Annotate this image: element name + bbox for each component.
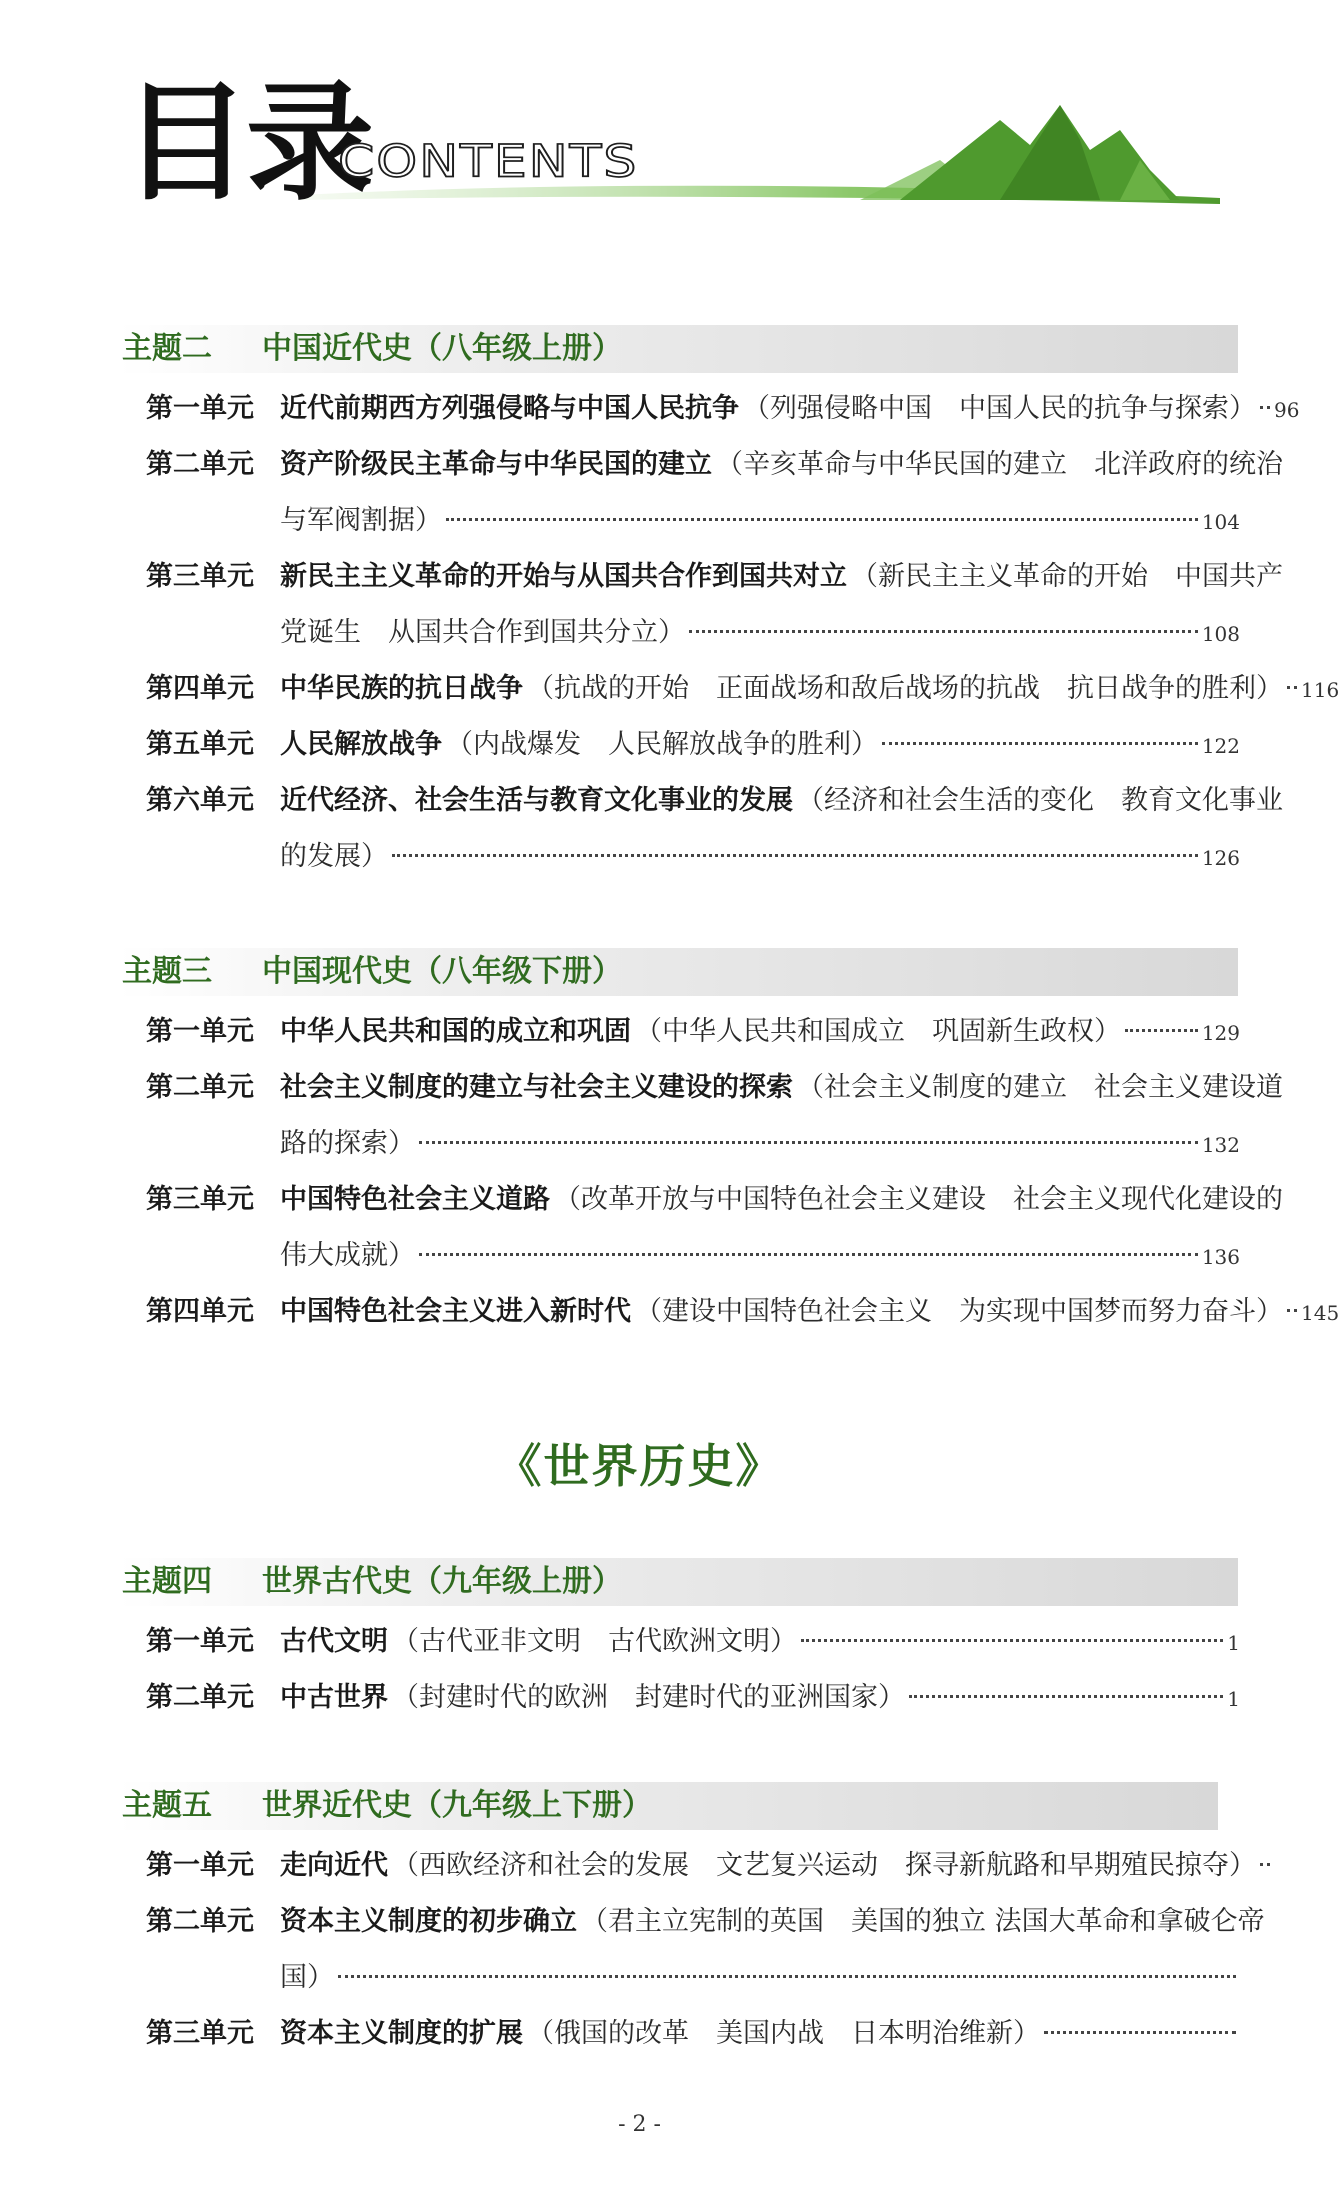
unit-label: 第一单元 (146, 393, 254, 424)
theme-number: 主题二 (122, 331, 212, 366)
page-header (0, 0, 1279, 240)
unit-label: 第一单元 (146, 1626, 254, 1657)
unit-description: （辛亥革命与中华民国的建立 北洋政府的统治 (716, 449, 1283, 480)
unit-title: 资本主义制度的扩展 (280, 2018, 523, 2049)
page-number: 108 (1201, 622, 1240, 646)
unit-title: 资产阶级民主革命与中华民国的建立 (280, 449, 712, 480)
unit-label: 第一单元 (146, 1016, 254, 1047)
leader-dots (1260, 406, 1270, 409)
unit-description: （改革开放与中国特色社会主义建设 社会主义现代化建设的 (554, 1184, 1283, 1215)
theme-number: 主题三 (122, 954, 212, 989)
unit-title: 中古世界 (280, 1682, 388, 1713)
unit-title: 新民主主义革命的开始与从国共合作到国共对立 (280, 561, 847, 592)
unit-description-cont: 的发展） (280, 841, 388, 872)
unit-description: （君主立宪制的英国 美国的独立 法国大革命和拿破仑帝 (581, 1906, 1265, 1937)
unit-description: （社会主义制度的建立 社会主义建设道 (797, 1072, 1283, 1103)
theme-title: 中国现代史（八年级下册） (262, 954, 622, 989)
unit-title: 近代前期西方列强侵略与中国人民抗争 (280, 393, 739, 424)
unit-title: 人民解放战争 (280, 729, 442, 760)
page-title: 目录 (122, 69, 371, 218)
leader-dots (392, 854, 1198, 857)
unit-title: 中华民族的抗日战争 (280, 673, 523, 704)
theme-number: 主题五 (122, 1788, 212, 1823)
unit-description: （西欧经济和社会的发展 文艺复兴运动 探寻新航路和早期殖民掠夺） (392, 1850, 1256, 1881)
unit-description: （内战爆发 人民解放战争的胜利） (446, 729, 878, 760)
unit-description: （列强侵略中国 中国人民的抗争与探索） (743, 393, 1256, 424)
unit-label: 第四单元 (146, 1296, 254, 1327)
leader-dots (689, 630, 1198, 633)
page-number: 104 (1201, 510, 1240, 534)
leader-dots (882, 742, 1198, 745)
leader-dots (338, 1975, 1236, 1978)
page-number: 122 (1201, 734, 1240, 758)
page-number: 129 (1201, 1021, 1240, 1045)
unit-description: （封建时代的欧洲 封建时代的亚洲国家） (392, 1682, 905, 1713)
leader-dots (1044, 2031, 1236, 2034)
leader-dots (419, 1253, 1198, 1256)
theme-title: 中国近代史（八年级上册） (262, 331, 622, 366)
page-number: 1 (1227, 1631, 1240, 1655)
unit-description: （古代亚非文明 古代欧洲文明） (392, 1626, 797, 1657)
unit-title: 中华人民共和国的成立和巩固 (280, 1016, 631, 1047)
page-number-footer: - 2 - (618, 2112, 661, 2137)
unit-title: 走向近代 (280, 1850, 388, 1881)
unit-label: 第二单元 (146, 1682, 254, 1713)
unit-label: 第五单元 (146, 729, 254, 760)
leader-dots (1287, 686, 1297, 689)
leader-dots (1260, 1863, 1270, 1866)
page-number: 136 (1201, 1245, 1240, 1269)
theme-title: 世界近代史（九年级上下册） (262, 1788, 652, 1823)
leader-dots (446, 518, 1198, 521)
unit-description-cont: 路的探索） (280, 1128, 415, 1159)
leader-dots (909, 1695, 1223, 1698)
unit-label: 第二单元 (146, 449, 254, 480)
unit-label: 第三单元 (146, 1184, 254, 1215)
unit-title: 近代经济、社会生活与教育文化事业的发展 (280, 785, 793, 816)
unit-description: （建设中国特色社会主义 为实现中国梦而努力奋斗） (635, 1296, 1283, 1327)
unit-title: 古代文明 (280, 1626, 388, 1657)
unit-description: （新民主主义革命的开始 中国共产 (851, 561, 1283, 592)
unit-description-cont: 党诞生 从国共合作到国共分立） (280, 617, 685, 648)
unit-description-cont: 与军阀割据） (280, 505, 442, 536)
unit-label: 第六单元 (146, 785, 254, 816)
leader-dots (419, 1141, 1198, 1144)
leader-dots (1287, 1309, 1297, 1312)
unit-label: 第二单元 (146, 1906, 254, 1937)
unit-description-cont: 国） (280, 1962, 334, 1993)
unit-title: 资本主义制度的初步确立 (280, 1906, 577, 1937)
page-number: 145 (1301, 1301, 1339, 1325)
theme-title: 世界古代史（九年级上册） (262, 1564, 622, 1599)
unit-title: 中国特色社会主义道路 (280, 1184, 550, 1215)
unit-description-cont: 伟大成就） (280, 1240, 415, 1271)
unit-description: （俄国的改革 美国内战 日本明治维新） (527, 2018, 1040, 2049)
leader-dots (1125, 1029, 1198, 1032)
unit-label: 第三单元 (146, 561, 254, 592)
unit-label: 第一单元 (146, 1850, 254, 1881)
section-heading: 《世界历史》 (495, 1439, 784, 1493)
page-number: 116 (1301, 678, 1339, 702)
page-title-english: CONTENTS (338, 136, 639, 188)
page-number: 126 (1201, 846, 1240, 870)
unit-description: （经济和社会生活的变化 教育文化事业 (797, 785, 1283, 816)
unit-label: 第二单元 (146, 1072, 254, 1103)
unit-description: （中华人民共和国成立 巩固新生政权） (635, 1016, 1121, 1047)
leader-dots (801, 1639, 1223, 1642)
unit-description: （抗战的开始 正面战场和敌后战场的抗战 抗日战争的胜利） (527, 673, 1283, 704)
page-number: 96 (1274, 398, 1300, 422)
unit-title: 社会主义制度的建立与社会主义建设的探索 (280, 1072, 793, 1103)
page-number: 132 (1201, 1133, 1240, 1157)
theme-number: 主题四 (122, 1564, 212, 1599)
unit-label: 第四单元 (146, 673, 254, 704)
unit-title: 中国特色社会主义进入新时代 (280, 1296, 631, 1327)
page-number: 1 (1227, 1687, 1240, 1711)
unit-label: 第三单元 (146, 2018, 254, 2049)
